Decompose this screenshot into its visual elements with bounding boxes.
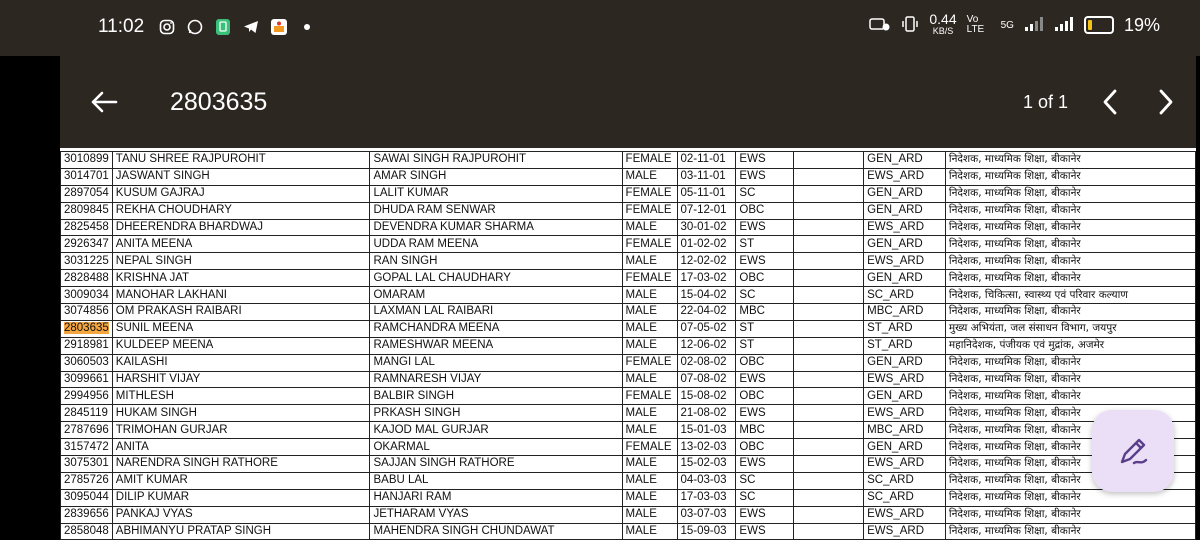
table-cell: MALE — [622, 253, 677, 270]
network-speed — [929, 11, 957, 36]
table-cell: MALE — [622, 456, 677, 473]
table-cell: HUKAM SINGH — [112, 405, 370, 422]
table-cell: EWS — [736, 405, 794, 422]
table-cell: SAWAI SINGH RAJPUROHIT — [370, 152, 622, 169]
table-cell: EWS — [736, 219, 794, 236]
results-table — [60, 151, 1196, 540]
table-cell: NEPAL SINGH — [112, 253, 370, 270]
table-cell: EWS_ARD — [864, 506, 946, 523]
table-cell: MALE — [622, 523, 677, 540]
table-cell: EWS_ARD — [864, 253, 946, 270]
table-cell: SC — [736, 287, 794, 304]
table-cell: OBC — [736, 354, 794, 371]
table-cell: निदेशक, माध्यमिक शिक्षा, बीकानेर — [945, 253, 1195, 270]
table-cell: निदेशक, माध्यमिक शिक्षा, बीकानेर — [945, 152, 1195, 169]
table-cell: JETHARAM VYAS — [370, 506, 622, 523]
table-cell: 2845119 — [61, 405, 113, 422]
table-cell: MALE — [622, 489, 677, 506]
table-row — [61, 219, 1196, 236]
table-cell: MANOHAR LAKHANI — [112, 287, 370, 304]
table-cell: RAMESHWAR MEENA — [370, 337, 622, 354]
table-cell: FEMALE — [622, 439, 677, 456]
table-cell: 2994956 — [61, 388, 113, 405]
battery-percentage: 19% — [1123, 14, 1160, 35]
table-cell: निदेशक, माध्यमिक शिक्षा, बीकानेर — [945, 304, 1195, 321]
table-cell: MBC — [736, 422, 794, 439]
table-cell: REKHA CHOUDHARY — [112, 202, 370, 219]
table-cell: 2918981 — [61, 337, 113, 354]
table-cell: BABU LAL — [370, 472, 622, 489]
table-cell: EWS_ARD — [864, 456, 946, 473]
chevron-left-icon — [1101, 89, 1119, 115]
network-speed-value: 0.44 — [929, 11, 957, 27]
table-cell: GEN_ARD — [864, 202, 946, 219]
table-row — [61, 489, 1196, 506]
table-cell: निदेशक, माध्यमिक शिक्षा, बीकानेर — [945, 489, 1195, 506]
table-cell: 17-03-03 — [677, 489, 736, 506]
signal-2-icon — [1054, 16, 1074, 35]
table-cell: ST — [736, 320, 794, 337]
table-cell: FEMALE — [622, 236, 677, 253]
whatsapp-icon — [186, 18, 204, 36]
results-table-body — [61, 152, 1196, 540]
table-row — [61, 304, 1196, 321]
table-cell: FEMALE — [622, 354, 677, 371]
table-cell: निदेशक, माध्यमिक शिक्षा, बीकानेर — [945, 185, 1195, 202]
table-cell: 2839656 — [61, 506, 113, 523]
table-cell: TANU SHREE RAJPUROHIT — [112, 152, 370, 169]
battery-fill — [1088, 20, 1092, 30]
more-notifications-dot-icon — [298, 18, 316, 36]
table-cell: 2828488 — [61, 270, 113, 287]
table-cell: EWS_ARD — [864, 168, 946, 185]
table-cell: KUSUM GAJRAJ — [112, 185, 370, 202]
table-cell: 02-11-01 — [677, 152, 736, 169]
battery-icon — [1084, 16, 1114, 34]
table-cell: निदेशक, माध्यमिक शिक्षा, बीकानेर — [945, 456, 1195, 473]
table-row — [61, 236, 1196, 253]
table-row — [61, 439, 1196, 456]
volte-label: Vo LTE — [966, 14, 985, 35]
table-cell: GOPAL LAL CHAUDHARY — [370, 270, 622, 287]
table-cell — [794, 152, 864, 169]
table-cell: निदेशक, माध्यमिक शिक्षा, बीकानेर — [945, 219, 1195, 236]
table-cell: MALE — [622, 405, 677, 422]
network-speed-unit: KB/S — [932, 26, 954, 36]
table-cell: MBC_ARD — [864, 422, 946, 439]
table-cell — [794, 405, 864, 422]
arrow-left-icon — [90, 90, 118, 114]
network-gen-label: 5G — [1000, 19, 1014, 31]
hotspot-icon — [869, 16, 891, 35]
table-cell: 3095044 — [61, 489, 113, 506]
table-cell: 21-08-02 — [677, 405, 736, 422]
table-cell: EWS_ARD — [864, 371, 946, 388]
table-cell — [794, 287, 864, 304]
table-row — [61, 472, 1196, 489]
telegram-icon — [242, 18, 260, 36]
table-cell: BALBIR SINGH — [370, 388, 622, 405]
table-cell: MBC — [736, 304, 794, 321]
table-cell: UDDA RAM MEENA — [370, 236, 622, 253]
table-cell: 2809845 — [61, 202, 113, 219]
news-app-icon — [270, 18, 288, 36]
table-cell: MAHENDRA SINGH CHUNDAWAT — [370, 523, 622, 540]
table-cell: ST — [736, 337, 794, 354]
table-cell — [794, 320, 864, 337]
table-cell: AMIT KUMAR — [112, 472, 370, 489]
table-cell — [794, 337, 864, 354]
table-cell: AMAR SINGH — [370, 168, 622, 185]
table-cell — [794, 304, 864, 321]
table-cell: MALE — [622, 219, 677, 236]
table-cell — [794, 168, 864, 185]
status-time: 11:02 — [98, 16, 145, 37]
table-cell: SC_ARD — [864, 472, 946, 489]
table-cell: KULDEEP MEENA — [112, 337, 370, 354]
table-cell: 15-09-03 — [677, 523, 736, 540]
table-cell: 02-08-02 — [677, 354, 736, 371]
table-cell: ST — [736, 236, 794, 253]
table-cell — [61, 320, 113, 337]
table-cell: 12-02-02 — [677, 253, 736, 270]
search-highlight: 2803635 — [64, 322, 109, 335]
table-row — [61, 388, 1196, 405]
table-cell: DHEERENDRA BHARDWAJ — [112, 219, 370, 236]
table-cell: 3031225 — [61, 253, 113, 270]
table-row — [61, 371, 1196, 388]
table-cell: MALE — [622, 304, 677, 321]
table-cell: 2926347 — [61, 236, 113, 253]
table-row — [61, 253, 1196, 270]
table-cell: निदेशक, माध्यमिक शिक्षा, बीकानेर — [945, 371, 1195, 388]
pen-edit-icon — [1116, 434, 1150, 468]
table-cell: 03-11-01 — [677, 168, 736, 185]
table-cell — [794, 456, 864, 473]
table-cell: 15-04-02 — [677, 287, 736, 304]
table-cell: GEN_ARD — [864, 185, 946, 202]
table-cell — [794, 253, 864, 270]
table-cell: MBC_ARD — [864, 304, 946, 321]
table-cell: मुख्य अभियंता, जल संसाधन विभाग, जयपुर — [945, 320, 1195, 337]
table-cell: EWS — [736, 152, 794, 169]
table-cell: EWS_ARD — [864, 523, 946, 540]
system-status — [869, 11, 1160, 36]
table-cell: MALE — [622, 371, 677, 388]
table-cell: MALE — [622, 168, 677, 185]
edit-fab-button[interactable] — [1092, 410, 1174, 492]
table-cell: EWS — [736, 506, 794, 523]
table-row — [61, 202, 1196, 219]
table-cell: FEMALE — [622, 185, 677, 202]
table-cell: SC — [736, 472, 794, 489]
table-cell: निदेशक, माध्यमिक शिक्षा, बीकानेर — [945, 472, 1195, 489]
table-cell: LALIT KUMAR — [370, 185, 622, 202]
table-cell: 3157472 — [61, 439, 113, 456]
table-cell: MALE — [622, 320, 677, 337]
table-cell: OBC — [736, 202, 794, 219]
table-cell: GEN_ARD — [864, 388, 946, 405]
table-cell: FEMALE — [622, 270, 677, 287]
table-cell: OBC — [736, 270, 794, 287]
table-cell: SC_ARD — [864, 287, 946, 304]
table-cell — [794, 236, 864, 253]
left-edge — [0, 56, 60, 540]
table-cell: JASWANT SINGH — [112, 168, 370, 185]
table-cell: SC — [736, 489, 794, 506]
table-cell: निदेशक, माध्यमिक शिक्षा, बीकानेर — [945, 422, 1195, 439]
table-cell: TRIMOHAN GURJAR — [112, 422, 370, 439]
notification-icons — [158, 18, 316, 36]
table-row — [61, 185, 1196, 202]
table-cell: निदेशक, माध्यमिक शिक्षा, बीकानेर — [945, 388, 1195, 405]
table-cell: ST_ARD — [864, 337, 946, 354]
match-count: 1 of 1 — [1022, 92, 1068, 112]
table-cell: निदेशक, माध्यमिक शिक्षा, बीकानेर — [945, 236, 1195, 253]
table-cell: NARENDRA SINGH RATHORE — [112, 456, 370, 473]
table-cell: ST_ARD — [864, 320, 946, 337]
table-cell: 3060503 — [61, 354, 113, 371]
instagram-icon — [158, 18, 176, 36]
table-cell: KAILASHI — [112, 354, 370, 371]
table-row — [61, 422, 1196, 439]
table-cell: EWS — [736, 456, 794, 473]
table-cell: MITHLESH — [112, 388, 370, 405]
table-cell: HANJARI RAM — [370, 489, 622, 506]
table-cell: MALE — [622, 472, 677, 489]
table-cell: SC — [736, 185, 794, 202]
table-cell: निदेशक, माध्यमिक शिक्षा, बीकानेर — [945, 506, 1195, 523]
search-toolbar — [60, 56, 1196, 148]
table-cell: SC_ARD — [864, 489, 946, 506]
table-cell — [794, 489, 864, 506]
table-cell: 3014701 — [61, 168, 113, 185]
table-cell: RAN SINGH — [370, 253, 622, 270]
table-cell — [794, 472, 864, 489]
table-cell: 04-03-03 — [677, 472, 736, 489]
table-cell — [794, 354, 864, 371]
table-cell: OM PRAKASH RAIBARI — [112, 304, 370, 321]
right-edge — [1196, 56, 1200, 540]
table-cell: ABHIMANYU PRATAP SINGH — [112, 523, 370, 540]
table-cell: EWS_ARD — [864, 405, 946, 422]
table-cell: निदेशक, माध्यमिक शिक्षा, बीकानेर — [945, 354, 1195, 371]
table-cell: FEMALE — [622, 388, 677, 405]
table-cell: DEVENDRA KUMAR SHARMA — [370, 219, 622, 236]
table-cell: 2825458 — [61, 219, 113, 236]
table-cell: ANITA — [112, 439, 370, 456]
table-cell: निदेशक, माध्यमिक शिक्षा, बीकानेर — [945, 405, 1195, 422]
table-cell: MALE — [622, 506, 677, 523]
table-cell: GEN_ARD — [864, 439, 946, 456]
table-cell: 15-01-03 — [677, 422, 736, 439]
table-cell: 13-02-03 — [677, 439, 736, 456]
table-cell: OBC — [736, 439, 794, 456]
back-button[interactable] — [86, 84, 122, 120]
table-cell: KRISHNA JAT — [112, 270, 370, 287]
next-match-button[interactable] — [1150, 86, 1182, 118]
table-cell: EWS — [736, 371, 794, 388]
table-cell: निदेशक, माध्यमिक शिक्षा, बीकानेर — [945, 202, 1195, 219]
table-cell — [794, 185, 864, 202]
table-cell — [794, 422, 864, 439]
table-cell: EWS — [736, 253, 794, 270]
table-cell: 03-07-03 — [677, 506, 736, 523]
table-cell: MALE — [622, 337, 677, 354]
table-cell: RAMNARESH VIJAY — [370, 371, 622, 388]
table-cell: 2897054 — [61, 185, 113, 202]
table-row — [61, 168, 1196, 185]
table-cell: 07-12-01 — [677, 202, 736, 219]
table-cell: 3074856 — [61, 304, 113, 321]
previous-match-button[interactable] — [1094, 86, 1126, 118]
table-cell: FEMALE — [622, 202, 677, 219]
table-row — [61, 152, 1196, 169]
search-query-input[interactable]: 2803635 — [170, 88, 268, 116]
table-row — [61, 337, 1196, 354]
table-cell: PRKASH SINGH — [370, 405, 622, 422]
table-row — [61, 320, 1196, 337]
table-cell: 15-08-02 — [677, 388, 736, 405]
signal-1-icon — [1024, 16, 1044, 35]
table-cell — [794, 219, 864, 236]
table-cell — [794, 506, 864, 523]
table-cell — [794, 523, 864, 540]
table-cell: SUNIL MEENA — [112, 320, 370, 337]
table-cell: EWS_ARD — [864, 219, 946, 236]
table-cell: FEMALE — [622, 152, 677, 169]
table-cell: RAMCHANDRA MEENA — [370, 320, 622, 337]
table-cell: 30-01-02 — [677, 219, 736, 236]
table-cell: MALE — [622, 287, 677, 304]
table-cell: निदेशक, माध्यमिक शिक्षा, बीकानेर — [945, 168, 1195, 185]
table-cell: 2858048 — [61, 523, 113, 540]
table-cell: निदेशक, माध्यमिक शिक्षा, बीकानेर — [945, 270, 1195, 287]
table-cell — [794, 371, 864, 388]
table-cell: HARSHIT VIJAY — [112, 371, 370, 388]
table-row — [61, 523, 1196, 540]
table-row — [61, 456, 1196, 473]
table-cell: OMARAM — [370, 287, 622, 304]
table-cell — [794, 270, 864, 287]
table-cell: OKARMAL — [370, 439, 622, 456]
table-row — [61, 270, 1196, 287]
table-cell: 17-03-02 — [677, 270, 736, 287]
table-cell: DHUDA RAM SENWAR — [370, 202, 622, 219]
table-cell: निदेशक, चिकित्सा, स्वास्थ्य एवं परिवार कल्याण — [945, 287, 1195, 304]
table-cell: MALE — [622, 422, 677, 439]
table-row — [61, 405, 1196, 422]
table-cell: 2787696 — [61, 422, 113, 439]
app-green-icon — [214, 18, 232, 36]
chevron-right-icon — [1157, 89, 1175, 115]
table-cell: 22-04-02 — [677, 304, 736, 321]
table-cell: महानिदेशक, पंजीयक एवं मुद्रांक, अजमेर — [945, 337, 1195, 354]
vibrate-icon — [901, 15, 919, 36]
table-cell: EWS — [736, 523, 794, 540]
table-row — [61, 354, 1196, 371]
table-cell: LAXMAN LAL RAIBARI — [370, 304, 622, 321]
status-bar — [0, 0, 1200, 56]
table-cell: KAJOD MAL GURJAR — [370, 422, 622, 439]
table-cell: DILIP KUMAR — [112, 489, 370, 506]
table-row — [61, 506, 1196, 523]
table-cell: 2785726 — [61, 472, 113, 489]
table-cell: 05-11-01 — [677, 185, 736, 202]
table-cell: 3009034 — [61, 287, 113, 304]
table-cell: 3075301 — [61, 456, 113, 473]
table-cell: GEN_ARD — [864, 236, 946, 253]
table-cell — [794, 202, 864, 219]
table-cell: EWS — [736, 168, 794, 185]
table-cell: SAJJAN SINGH RATHORE — [370, 456, 622, 473]
table-cell: 01-02-02 — [677, 236, 736, 253]
table-cell: MANGI LAL — [370, 354, 622, 371]
table-cell: ANITA MEENA — [112, 236, 370, 253]
table-cell: GEN_ARD — [864, 270, 946, 287]
table-cell: 07-08-02 — [677, 371, 736, 388]
table-cell — [794, 439, 864, 456]
table-cell: 3010899 — [61, 152, 113, 169]
table-cell: 07-05-02 — [677, 320, 736, 337]
table-cell: निदेशक, माध्यमिक शिक्षा, बीकानेर — [945, 439, 1195, 456]
table-cell: 12-06-02 — [677, 337, 736, 354]
table-cell: GEN_ARD — [864, 152, 946, 169]
table-cell — [794, 388, 864, 405]
table-row — [61, 287, 1196, 304]
table-cell: 15-02-03 — [677, 456, 736, 473]
table-cell: GEN_ARD — [864, 354, 946, 371]
pdf-page[interactable] — [60, 148, 1196, 540]
table-cell: OBC — [736, 388, 794, 405]
table-cell: PANKAJ VYAS — [112, 506, 370, 523]
table-cell: निदेशक, माध्यमिक शिक्षा, बीकानेर — [945, 523, 1195, 540]
table-cell: 3099661 — [61, 371, 113, 388]
